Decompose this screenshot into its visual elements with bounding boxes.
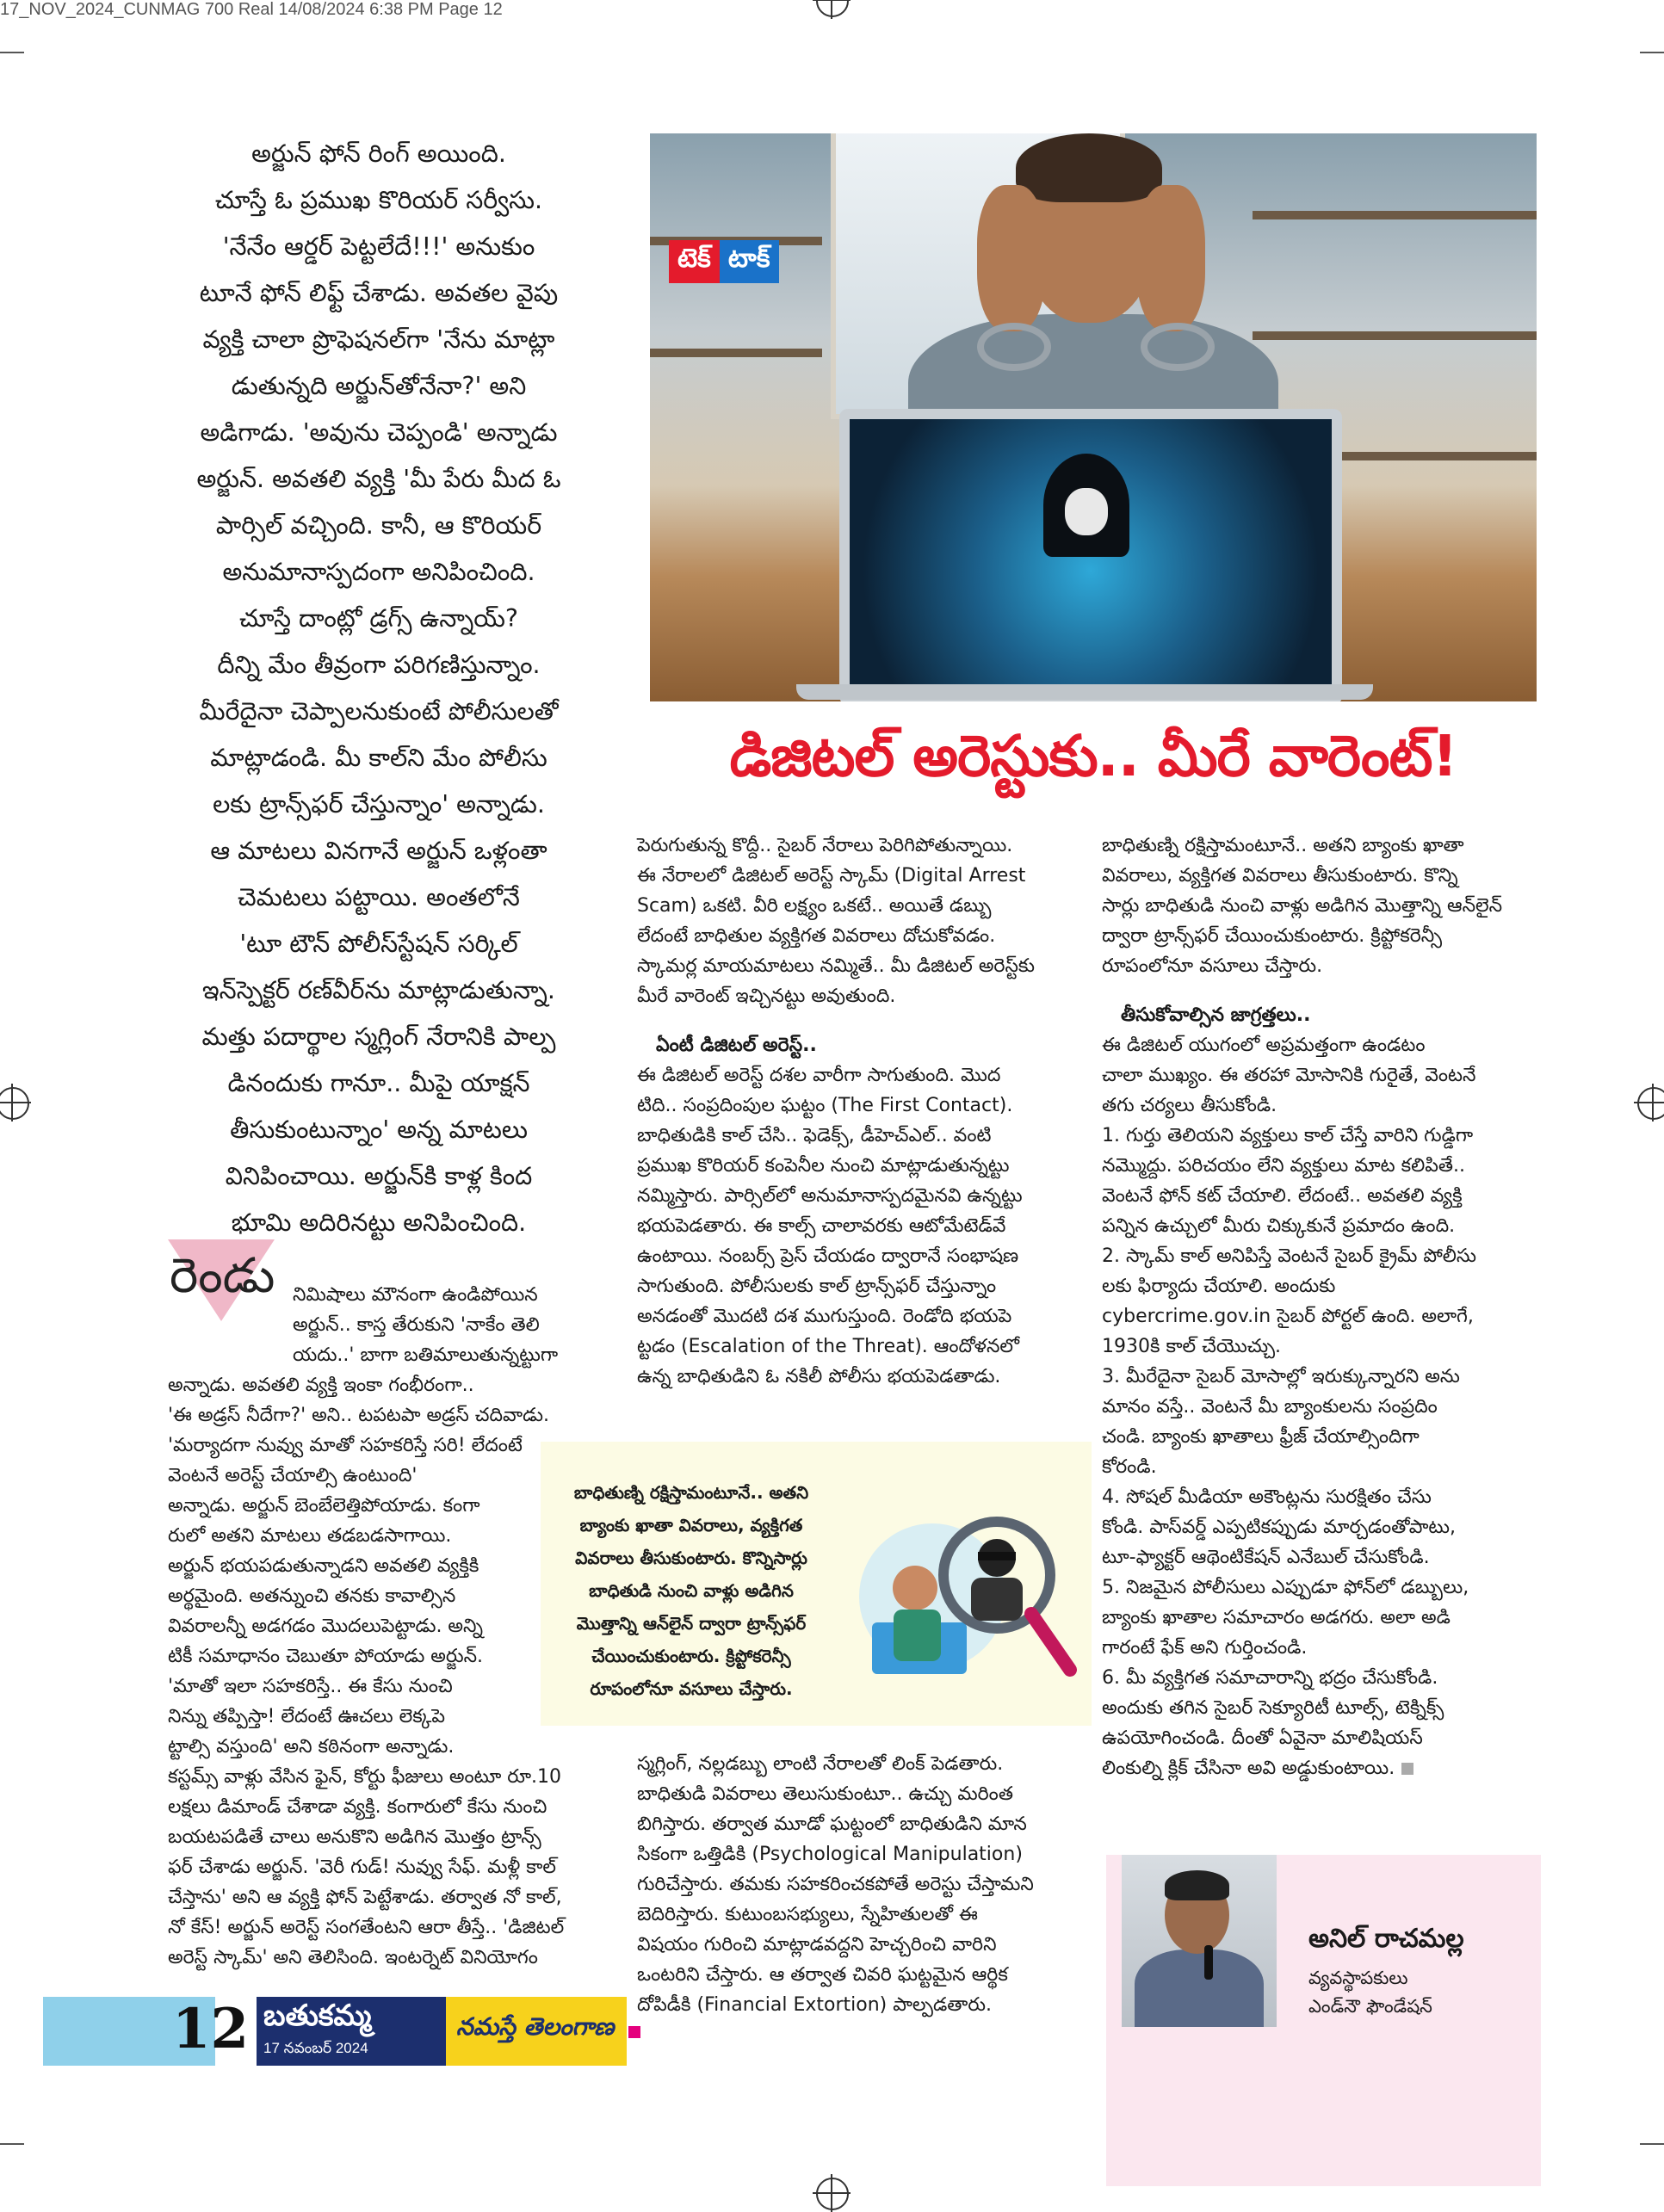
body-line: 'మాతో ఇలా సహకరిస్తే.. ఈ కేసు నుంచి — [168, 1676, 453, 1697]
author-role-line: వ్యవస్థాపకులు — [1308, 1968, 1408, 1988]
body-line: వివరాలన్నీ అడగడం మొదలుపెట్టాడు. అన్ని — [168, 1616, 483, 1637]
body-line: బయటపడితే చాలు అనుకొని అడిగిన మొత్తం ట్రాన్స్ — [168, 1826, 541, 1848]
author-hair — [1165, 1870, 1229, 1900]
body-line: టికీ సమాధానం చెబుతూ పోయాడు అర్జున్. — [168, 1646, 484, 1667]
crop-mark — [1640, 52, 1664, 53]
body-line: అన్నాడు. అర్జున్ బెంబేలెత్తిపోయాడు. కంగా — [168, 1495, 480, 1517]
list-item-line: cybercrime.gov.in సైబర్ పోర్టల్ ఉంది. అలాగే, — [1102, 1306, 1474, 1327]
body-line: ప్రముఖ కొరియర్ కంపెనీల నుంచి మాట్లాడుతున్నట్టు — [637, 1155, 1010, 1177]
page-footer — [43, 1997, 615, 2066]
hero-image — [650, 133, 1537, 701]
shelf-shape — [1253, 331, 1537, 340]
rendu-lines — [293, 1280, 611, 1370]
body-line: అర్థమైంది. అతన్నుంచి తనకు కావాల్సిన — [168, 1585, 456, 1607]
microphone-icon — [1204, 1945, 1213, 1980]
list-item-line: పన్నిన ఉచ్చులో మీరు చిక్కుకునే ప్రమాదం ఉంది. — [1102, 1215, 1456, 1237]
author-name: అనిల్ రాచమల్ల — [1308, 1924, 1464, 1954]
crop-mark — [1640, 2143, 1664, 2145]
list-item-line: 4. సోషల్ మీడియా అకౌంట్లను సురక్షితం చేసు — [1102, 1486, 1432, 1508]
list-item-line: 1. గుర్తు తెలియని వ్యక్తులు కాల్ చేస్తే వారిని గుడ్డిగా — [1102, 1125, 1474, 1146]
handcuff-icon — [977, 323, 1051, 371]
body-line: గురిచేస్తారు. తమకు సహకరించకపోతే అరెస్టు చేస్తామని — [637, 1874, 1034, 1895]
body-line: రులో అతని మాటలు తడబడసాగాయి. — [168, 1525, 452, 1547]
body-line: బాధితుడికి కాల్ చేసి.. ఫెడెక్స్, డీహెచ్ఎల్.. వంటి — [637, 1125, 992, 1146]
body-line: ఫర్ చేశాడు అర్జున్. 'వెరీ గుడ్! నువ్వు సేఫ్. మళ్లీ కాల్ — [168, 1857, 556, 1878]
brand-name: బతుకమ్మ — [263, 1999, 372, 2033]
body-line: భయపెడతారు. ఈ కాల్స్ చాలావరకు ఆటోమేటెడ్‌వే — [637, 1215, 1006, 1237]
body-line: అర్జున్ భయపడుతున్నాడని అవతలి వ్యక్తికి — [168, 1555, 479, 1577]
body-line: ఒంటరిని చేస్తారు. ఆ తర్వాత చివరి ఘట్టమైన ఆర్థిక — [637, 1964, 1008, 1986]
body-line: లక్షలు డిమాండ్ చేశాడా వ్యక్తి. కంగారులో కేసు నుంచి — [168, 1796, 547, 1818]
author-role — [1308, 1964, 1432, 2021]
end-mark-icon — [1401, 1763, 1413, 1775]
drop-word-text: రెండు — [170, 1248, 275, 1304]
body-line: తగు చర్యలు తీసుకోండి. — [1102, 1095, 1277, 1116]
section-heading: తీసుకోవాల్సిన జాగ్రత్తలు.. — [1121, 1004, 1311, 1026]
intro-line: 'టూ టౌన్ పోలీస్‌స్టేషన్ సర్కిల్ — [239, 930, 518, 958]
intro-line: మీరేదైనా చెప్పాలనుకుంటే పోలీసులతో — [199, 697, 559, 726]
intro-line: చెమటలు పట్టాయి. అంతలోనే — [238, 883, 520, 911]
body-line: మీరే వారెంట్ ఇచ్చినట్టు అవుతుంది. — [637, 986, 896, 1007]
intro-line: ఇన్‌స్పెక్టర్ రణ్‌వీర్‌ను మాట్లాడుతున్నా. — [202, 976, 555, 1004]
list-item-line: వెంటనే ఫోన్ కట్ చేయాలి. లేదంటే.. అవతలి వ్యక్తి — [1102, 1185, 1463, 1207]
body-line: అనడంతో మొదటి దశ ముగుస్తుంది. రెండోది భయపె — [637, 1306, 1012, 1327]
registration-mark-icon — [1637, 1087, 1664, 1120]
print-slug: 17_NOV_2024_CUNMAG 700 Real 14/08/2024 6:38 PM Page 12 — [0, 0, 503, 19]
callout-box — [541, 1442, 1092, 1726]
body-line: బిగిస్తారు. తర్వాత మూడో ఘట్టంలో బాధితుడిని మాన — [637, 1813, 1027, 1835]
body-line: బెదిరిస్తారు. కుటుంబసభ్యులు, స్నేహితులతో ఈ — [637, 1904, 978, 1925]
list-item-line: ఉపయోగించండి. దీంతో ఏవైనా మాలిషియస్ — [1102, 1727, 1423, 1749]
body-line: బాధితుణ్ని రక్షిస్తామంటూనే.. అతని బ్యాంకు ఖాతా — [1102, 835, 1464, 856]
body-line: స్మగ్లింగ్, నల్లడబ్బు లాంటి నేరాలతో లింక్ పెడతారు. — [637, 1753, 1004, 1775]
intro-text — [155, 131, 603, 1246]
body-line: కస్టమ్స్ వాళ్లు వేసిన ఫైన్, కోర్టు ఫీజులు అంటూ రూ.10 — [168, 1766, 562, 1788]
paper-name: నమస్తే తెలంగాణ — [456, 2012, 615, 2041]
body-line: వివరాలు, వ్యక్తిగత వివరాలు తీసుకుంటారు. కొన్ని — [1102, 865, 1458, 887]
body-line: పెరుగుతున్న కొద్దీ.. సైబర్ నేరాలు పెరిగిపోతున్నాయి. — [637, 835, 1013, 856]
tech-talk-tag — [669, 240, 779, 283]
intro-line: అనుమానాస్పదంగా అనిపించింది. — [222, 558, 535, 586]
list-item-line: నమ్మొద్దు. పరిచయం లేని వ్యక్తులు మాట కలిపితే.. — [1102, 1155, 1465, 1177]
body-line: ట్టడం (Escalation of the Threat). ఆందోళనలో — [637, 1336, 1020, 1357]
list-item-line: 5. నిజమైన పోలీసులు ఎప్పుడూ ఫోన్‌లో డబ్బులు, — [1102, 1577, 1469, 1598]
body-line: నిమిషాలు మౌనంగా ఉండిపోయిన — [293, 1284, 538, 1306]
registration-mark-icon — [816, 2178, 849, 2210]
author-box — [1106, 1855, 1541, 2186]
body-line: యదు..' బాగా బతిమాలుతున్నట్టుగా — [293, 1344, 559, 1366]
person-hand — [1136, 185, 1205, 331]
tech-tag-left: టెక్ — [669, 240, 720, 283]
list-item-line: 3. మీరేదైనా సైబర్ మోసాల్లో ఇరుక్కున్నారని అను — [1102, 1366, 1460, 1387]
mask-icon — [1065, 488, 1108, 535]
shelf-shape — [1253, 211, 1537, 219]
body-line: అన్నాడు. అవతలి వ్యక్తి ఇంకా గంభీరంగా.. — [168, 1375, 474, 1396]
list-item-line-text: లింకుల్ని క్లిక్ చేసినా అవి అడ్డుకుంటాయి. — [1102, 1758, 1395, 1779]
list-item-line: కోండి. పాస్‌వర్డ్ ఎప్పటికప్పుడు మార్చడంతోపాటు, — [1102, 1517, 1457, 1538]
list-item-line: 2. స్కామ్ కాల్ అనిపిస్తే వెంటనే సైబర్ క్రైమ్ పోలీసు — [1102, 1245, 1476, 1267]
intro-line: 'నేనేం ఆర్డర్ పెట్టలేదే!!!' అనుకుం — [222, 232, 535, 261]
body-line: 'మర్యాదగా నువ్వు మాతో సహకరిస్తే సరి! లేదంటే — [168, 1435, 523, 1456]
issue-date: 17 నవంబర్ 2024 — [263, 2040, 368, 2056]
body-line: ట్టాల్సి వస్తుంది' అని కఠినంగా అన్నాడు. — [168, 1736, 455, 1758]
body-line: అర్జున్.. కాస్త తేరుకుని 'నాకేం తెలి — [293, 1314, 540, 1336]
list-item-line: బ్యాంకు ఖాతాల సమాచారం అడగరు. అలా అడి — [1102, 1607, 1451, 1628]
scam-illustration — [855, 1493, 1079, 1691]
list-item-line: మానం వస్తే.. వెంటనే మీ బ్యాంకులను సంప్రదిం — [1102, 1396, 1438, 1418]
list-item-line: కోరండి. — [1102, 1456, 1157, 1478]
body-line: ఈ నేరాలలో డిజిటల్ అరెస్ట్ స్కామ్ (Digital Arrest — [637, 865, 1026, 887]
list-item-line: టూ-ఫ్యాక్టర్ ఆథెంటికేషన్ ఎనేబుల్ చేసుకోండి. — [1102, 1547, 1430, 1568]
body-line: లేదంటే బాధితుల వ్యక్తిగత వివరాలు దోచుకోవడం. — [637, 925, 996, 947]
body-line: 'ఈ అడ్రస్ నీదేగా?' అని.. టపటపా అడ్రస్ చదివాడు. — [168, 1405, 550, 1426]
intro-line: చూస్తే ఓ ప్రముఖ కొరియర్ సర్వీసు. — [214, 186, 543, 214]
body-line: బాధితుడి వివరాలు తెలుసుకుంటూ.. ఉచ్చు మరింత — [637, 1783, 1013, 1805]
column-2-top — [637, 831, 1072, 1392]
intro-line: భూమి అదిరినట్టు అనిపించింది. — [231, 1208, 527, 1237]
intro-line: డినందుకు గానూ.. మీపై యాక్షన్ — [227, 1069, 530, 1097]
body-line: చేస్తాను' అని ఆ వ్యక్తి ఫోన్ పెట్టేశాడు. తర్వాత నో కాల్, — [168, 1887, 562, 1908]
person-hand — [977, 185, 1046, 331]
body-line: దోపిడీకి (Financial Extortion) పాల్పడతారు. — [637, 1994, 992, 2016]
intro-line: అర్జున్ ఫోన్ రింగ్ అయింది. — [251, 139, 506, 168]
body-line: అరెస్ట్ స్కామ్' అని తెలిసింది. ఇంటర్నెట్ వినియోగం — [168, 1947, 538, 1968]
registration-mark-icon — [0, 1087, 29, 1120]
callout-text: బాధితుణ్ని రక్షిస్తామంటూనే.. అతని బ్యాంకు ఖాతా వివరాలు, వ్యక్తిగత వివరాలు తీసుకుంటారు. కొన్నిసార్లు బాధితుడి నుంచి వాళ్లు అడిగిన మొత్తాన్ని ఆన్‌లైన్ ద్వారా ట్రాన్స్‌ఫర్ చేయించుకుంటారు. క్రిప్టోకరెన్సీ రూపంలోనూ వసూలు చేస్తారు. — [573, 1482, 809, 1699]
intro-line: తీసుకుంటున్నాం' అన్న మాటలు — [230, 1115, 528, 1144]
section-heading: ఏంటీ డిజిటల్ అరెస్ట్.. — [656, 1035, 817, 1056]
author-body — [1135, 1949, 1264, 2027]
body-line: చాలా ముఖ్యం. ఈ తరహా మోసానికి గురైతే, వెంటనే — [1102, 1065, 1476, 1086]
column-3 — [1102, 831, 1537, 1783]
intro-line: వినిపించాయి. అర్జున్‌కి కాళ్ల కింద — [225, 1162, 533, 1190]
intro-line: టూనే ఫోన్ లిఫ్ట్ చేశాడు. అవతల వైపు — [199, 279, 559, 307]
intro-line: మాట్లాడండి. మీ కాల్‌ని మేం పోలీసు — [210, 744, 547, 772]
list-item-line: అందుకు తగిన సైబర్ సెక్యూరిటీ టూల్స్, టెక్నిక్స్ — [1102, 1697, 1444, 1719]
handcuff-icon — [1141, 323, 1215, 371]
body-line: Scam) ఒకటి. వీరి లక్ష్యం ఒకటే.. అయితే డబ్బు — [637, 895, 992, 917]
intro-line: పార్సిల్ వచ్చింది. కానీ, ఆ కొరియర్ — [215, 511, 542, 540]
list-item-line: చండి. బ్యాంకు ఖాతాలు ఫ్రీజ్ చేయాల్సిందిగా — [1102, 1426, 1420, 1448]
intro-line: దీన్ని మేం తీవ్రంగా పరిగణిస్తున్నాం. — [217, 651, 541, 679]
intro-line: అడిగాడు. 'అవును చెప్పండి' అన్నాడు — [200, 418, 558, 447]
crop-mark — [0, 2143, 24, 2145]
crop-mark — [0, 52, 24, 53]
tech-tag-right: టాక్ — [720, 240, 779, 283]
body-line: వెంటనే అరెస్ట్ చేయాల్సి ఉంటుంది' — [168, 1465, 418, 1486]
intro-line: ఆ మాటలు వినగానే అర్జున్ ఒళ్లంతా — [210, 837, 547, 865]
laptop-shape — [839, 409, 1342, 701]
headline: డిజిటల్ అరెస్టుకు.. మీరే వారెంట్! — [729, 723, 1457, 789]
body-line: ఉంటాయి. నంబర్స్ ప్రెస్ చేయడం ద్వారానే సంభాషణ — [637, 1245, 1019, 1267]
body-line: నిన్ను తప్పిస్తా! లేదంటే ఊచలు లెక్కపె — [168, 1706, 445, 1727]
list-item-line: లకు ఫిర్యాదు చేయాలి. అందుకు — [1102, 1276, 1336, 1297]
page-number: 12 — [172, 1997, 250, 2061]
list-item-line — [1102, 1753, 1537, 1783]
list-item-line: 1930కి కాల్ చేయొచ్చు. — [1102, 1336, 1282, 1357]
registration-mark-icon — [816, 0, 849, 17]
person-hair — [1016, 133, 1162, 202]
intro-line: లకు ట్రాన్స్‌ఫర్ చేస్తున్నాం' అన్నాడు. — [213, 790, 545, 819]
body-line: ఈ డిజిటల్ అరెస్ట్ దశల వారీగా సాగుతుంది. మొద — [637, 1065, 1001, 1086]
author-photo — [1122, 1855, 1277, 2027]
body-line: సార్లు బాధితుడి నుంచి వాళ్లు అడిగిన మొత్తాన్ని ఆన్‌లైన్ — [1102, 895, 1503, 917]
intro-line: మత్తు పదార్థాల స్మగ్లింగ్ నేరానికి పాల్ప — [201, 1023, 556, 1051]
body-line: ఈ డిజిటల్ యుగంలో అప్రమత్తంగా ఉండటం — [1102, 1035, 1426, 1056]
body-line: సాగుతుంది. పోలీసులకు కాల్ ట్రాన్స్‌ఫర్ చేస్తున్నాం — [637, 1276, 997, 1297]
intro-line: డుతున్నది అర్జున్‌తోనేనా?' అని — [231, 372, 527, 400]
drop-word — [168, 1239, 301, 1330]
body-line: ద్వారా ట్రాన్స్‌ఫర్ చేయించుకుంటారు. క్రిప్టోకరెన్సీ — [1102, 925, 1443, 947]
paper-badge — [446, 1997, 627, 2066]
body-line: విషయం గురించి మాట్లాడవద్దని హెచ్చరించి వారిని — [637, 1934, 997, 1956]
body-line: నమ్మిస్తారు. పార్సిల్‌లో అనుమానాస్పదమైనవి ఉన్నట్టు — [637, 1185, 1023, 1207]
body-line: నో కేస్! అర్జున్ అరెస్ట్ సంగతేంటని ఆరా తీస్తే.. 'డిజిటల్ — [168, 1917, 565, 1938]
laptop-base — [796, 684, 1373, 700]
list-item-line: గారంటే ఫేక్ అని గుర్తించండి. — [1102, 1637, 1308, 1659]
body-line: ఉన్న బాధితుడిని ఓ నకిలీ పోలీసు భయపెడతాడు. — [637, 1366, 1001, 1387]
footer-brand — [257, 1997, 446, 2066]
author-role-line: ఎండ్‌నౌ ఫౌండేషన్ — [1308, 1996, 1432, 2017]
body-line: టిది.. సంప్రదింపుల ఘట్టం (The First Contact). — [637, 1095, 1013, 1116]
body-line: సికంగా ఒత్తిడికి (Psychological Manipulation) — [637, 1844, 1023, 1865]
column-2-bottom — [637, 1749, 1072, 2020]
intro-line: అర్జున్. అవతలి వ్యక్తి 'మీ పేరు మీద ఓ — [196, 465, 561, 493]
intro-line: వ్యక్తి చాలా ప్రొఫెషనల్‌గా 'నేను మాట్లా — [202, 325, 555, 354]
body-line: స్కామర్ల మాయమాటలు నమ్మితే.. మీ డిజిటల్ అరెస్ట్‌కు — [637, 955, 1036, 977]
intro-line: చూస్తే దాంట్లో డ్రగ్స్ ఉన్నాయ్? — [238, 604, 519, 633]
shelf-shape — [650, 349, 822, 357]
list-item-line: 6. మీ వ్యక్తిగత సమాచారాన్ని భద్రం చేసుకోండి. — [1102, 1667, 1438, 1689]
footer-dot — [628, 2026, 640, 2038]
body-line: రూపంలోనూ వసూలు చేస్తారు. — [1102, 955, 1323, 977]
